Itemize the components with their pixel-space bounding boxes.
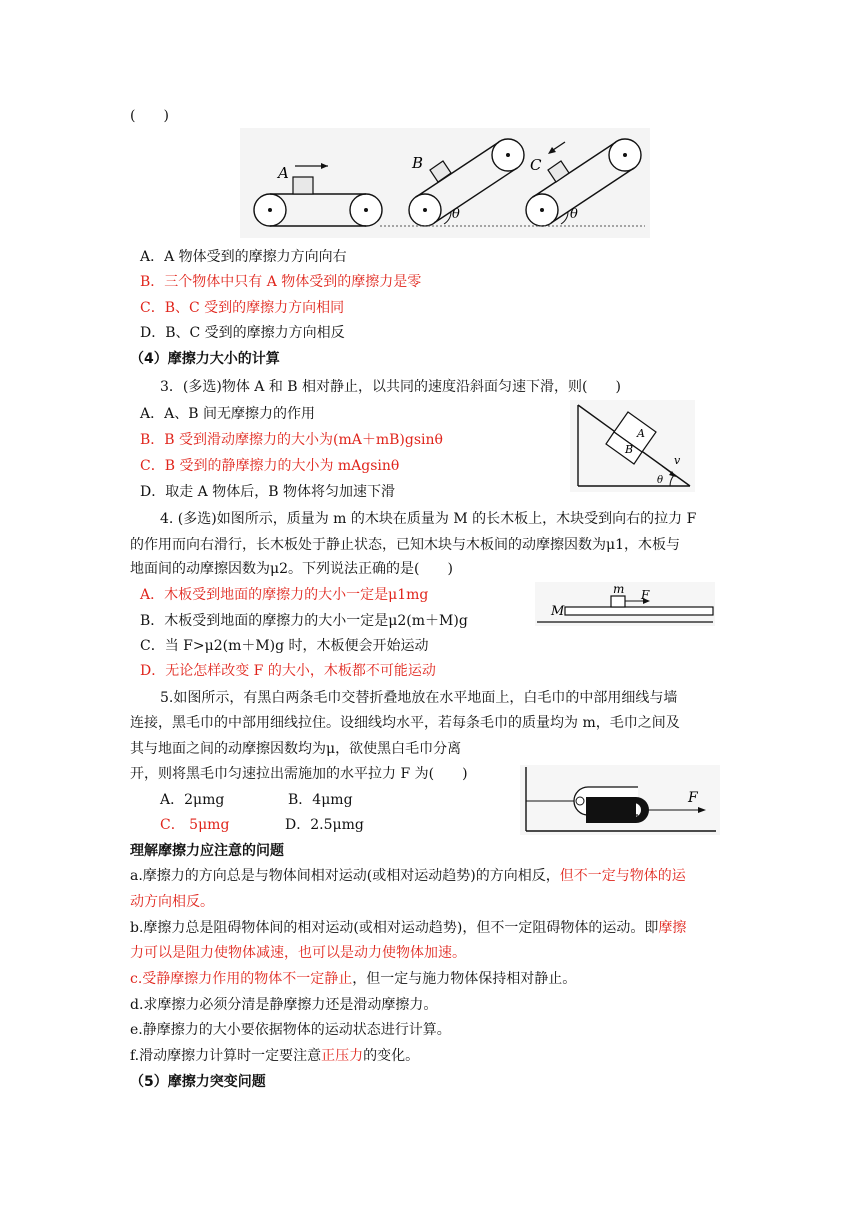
- fig4-label-big-m: M: [551, 604, 565, 619]
- note-e: e.静摩擦力的大小要依据物体的运动状态进行计算。: [130, 1022, 451, 1038]
- fig3-label-v: v: [674, 454, 681, 467]
- towel-figure: [520, 765, 720, 835]
- label-b: B: [412, 154, 424, 172]
- theta-b: θ: [452, 207, 460, 222]
- q5-option-a: A．2μmg: [160, 792, 225, 808]
- note-b-red: 摩擦: [658, 920, 687, 936]
- section-4-heading: （4）摩擦力大小的计算: [130, 351, 280, 367]
- note-f-text1: f.滑动摩擦力计算时一定要注意: [130, 1048, 322, 1064]
- label-c: C: [530, 156, 542, 174]
- q4-option-a: A．木板受到地面的摩擦力的大小一定是μ1mg: [140, 587, 429, 603]
- fig3-label-a: A: [637, 427, 645, 440]
- answer-paren: ( ): [130, 108, 169, 124]
- note-d: d.求摩擦力必须分清是静摩擦力还是滑动摩擦力。: [130, 997, 438, 1013]
- note-a-line1: [130, 865, 686, 885]
- note-b-line2: 力可以是阻力使物体减速，也可以是动力使物体加速。: [130, 945, 466, 961]
- fig4-label-m: m: [613, 582, 625, 596]
- q2-option-c: C．B、C 受到的摩擦力方向相同: [140, 300, 345, 316]
- note-c-red: c.受静摩擦力作用的物体不一定静止: [130, 971, 353, 987]
- fig5-label-f: F: [688, 790, 698, 806]
- incline-figure: [570, 400, 695, 492]
- note-f-text2: 的变化。: [363, 1048, 420, 1064]
- q4-line1: 4. (多选)如图所示，质量为 m 的木块在质量为 M 的长木板上，木块受到向右的拉力 F: [160, 511, 697, 527]
- q2-option-b: B．三个物体中只有 A 物体受到的摩擦力是零: [140, 274, 422, 290]
- q4-option-b: B．木板受到地面的摩擦力的大小一定是μ2(m＋M)g: [140, 613, 468, 629]
- note-f-red: 正压力: [321, 1048, 364, 1064]
- q5-line4: 开，则将黑毛巾匀速拉出需施加的水平拉力 F 为( ): [130, 766, 468, 782]
- fig3-label-b: B: [625, 443, 634, 456]
- note-a-red: 但不一定与物体的运: [559, 868, 686, 884]
- q5-option-b: B．4μmg: [288, 792, 353, 808]
- note-a-text: a.摩擦力的方向总是与物体间相对运动(或相对运动趋势)的方向相反，: [130, 868, 560, 884]
- q2-option-d: D．B、C 受到的摩擦力方向相反: [140, 325, 345, 341]
- q5-option-d: D．2.5μmg: [285, 817, 364, 833]
- q5-line2: 连接，黑毛巾的中部用细线拉住。设细线均水平，若每条毛巾的质量均为 m，毛巾之间及: [130, 715, 680, 731]
- q3-option-c: C．B 受到的静摩擦力的大小为 mAgsinθ: [140, 458, 400, 474]
- q3-stem: 3．(多选)物体 A 和 B 相对静止，以共同的速度沿斜面匀速下滑，则( ): [160, 379, 621, 395]
- conveyor-figure: [240, 128, 650, 238]
- fig3-theta: θ: [657, 475, 664, 486]
- note-a-line2: 动方向相反。: [130, 894, 214, 910]
- section-5-heading: （5）摩擦力突变问题: [130, 1074, 266, 1090]
- q3-option-b: B．B 受到滑动摩擦力的大小为(mA＋mB)gsinθ: [140, 432, 443, 448]
- q5-line3: 其与地面之间的动摩擦因数均为μ，欲使黑白毛巾分离: [130, 741, 462, 757]
- note-f: [130, 1045, 419, 1065]
- q3-option-d: D．取走 A 物体后，B 物体将匀加速下滑: [140, 484, 395, 500]
- q3-option-a: A．A、B 间无摩擦力的作用: [140, 406, 315, 422]
- q4-option-c: C．当 F>μ2(m＋M)g 时，木板便会开始运动: [140, 638, 429, 654]
- q4-line2: 的作用而向右滑行，长木板处于静止状态，已知木块与木板间的动摩擦因数为μ1，木板与: [130, 537, 681, 553]
- q5-option-c: C． 5μmg: [160, 817, 230, 833]
- theta-c: θ: [570, 207, 578, 222]
- note-c: [130, 968, 576, 988]
- note-b-text: b.摩擦力总是阻碍物体间的相对运动(或相对运动趋势)，但不一定阻碍物体的运动。即: [130, 920, 659, 936]
- q4-line3: 地面间的动摩擦因数为μ2。下列说法正确的是( ): [130, 561, 453, 577]
- q4-option-d: D．无论怎样改变 F 的大小，木板都不可能运动: [140, 663, 436, 679]
- q5-line1: 5.如图所示，有黑白两条毛巾交替折叠地放在水平地面上，白毛巾的中部用细线与墙: [160, 690, 678, 706]
- board-figure: [535, 582, 715, 626]
- notes-title: 理解摩擦力应注意的问题: [130, 843, 284, 859]
- note-c-text: ，但一定与施力物体保持相对静止。: [352, 971, 577, 987]
- q2-option-a: A．A 物体受到的摩擦力方向向右: [140, 249, 347, 265]
- note-b-line1: [130, 917, 686, 937]
- fig4-label-f: F: [641, 588, 650, 602]
- label-a: A: [278, 164, 289, 182]
